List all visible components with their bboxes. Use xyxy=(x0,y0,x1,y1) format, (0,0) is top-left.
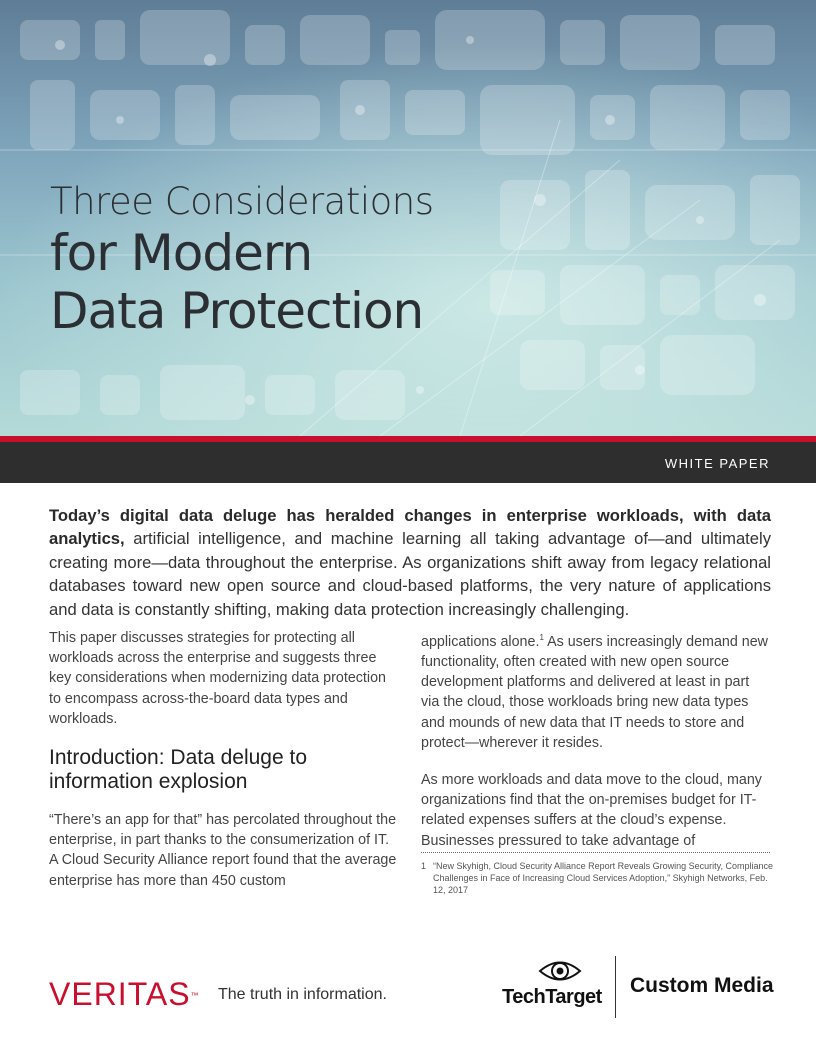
white-paper-label: WHITE PAPER xyxy=(664,456,770,471)
lead-text: artificial intelligence, and machine learning all taking advantage of—and ultimately creating more—data throughout the enterprise. As organizations shift away from legacy relational databases toward new open source and cloud-based platforms, the very nature of applications and data is constantly shifting, making data protection increasingly challenging. xyxy=(49,529,771,619)
applications-paragraph: applications alone.$^1$ As users increasingly demand new functionality, often created with new open source development platforms and delivered at least in part via the cloud, those workloads bring new data types and mounds of new data that IT needs to store and protect—wherever it resides. xyxy=(421,633,768,751)
techtarget-logo xyxy=(500,956,604,1018)
footnote-number: 1 xyxy=(421,861,427,871)
title-line-2: for Modern xyxy=(50,224,313,282)
document-title xyxy=(50,180,434,340)
footnote xyxy=(421,860,776,896)
custom-media-label: Custom Media xyxy=(630,974,774,997)
cloud-paragraph: As more workloads and data move to the cloud, many organizations find that the on-premises budget for IT-related expenses suffers at the cloud’s expense. Businesses pressured to take advantage of xyxy=(421,771,762,849)
hero-banner xyxy=(0,0,816,436)
veritas-tagline: The truth in information. xyxy=(218,986,387,1003)
footnote-text: “New Skyhigh, Cloud Security Alliance Report Reveals Growing Security, Compliance Challenges in Face of Increasing Cloud Services Adoption,” Skyhigh Networks, Feb. 12, 2017 xyxy=(433,861,773,895)
footnote-reference[interactable]: 1 xyxy=(539,633,544,642)
title-line-3: Data Protection xyxy=(50,282,424,340)
veritas-logo: VERITAS™ xyxy=(49,976,200,1012)
right-column xyxy=(421,628,771,868)
overview-paragraph: This paper discusses strategies for protecting all workloads across the enterprise and suggests three key considerations when modernizing data protection to encompass across-the-board data types and workloads. xyxy=(49,630,386,727)
lead-paragraph xyxy=(49,504,771,621)
footnote-divider xyxy=(421,852,770,853)
title-line-1: Three Considerations xyxy=(50,180,434,223)
techtarget-wordmark: TechTarget xyxy=(502,986,602,1008)
intro-paragraph: “There’s an app for that” has percolated throughout the enterprise, in part thanks to the consumerization of IT. A Cloud Security Alliance report found that the average enterprise has more than 450 custom xyxy=(49,812,397,889)
section-heading: Introduction: Data deluge to information explosion xyxy=(49,746,308,794)
white-paper-banner xyxy=(0,442,816,483)
left-column xyxy=(49,628,399,908)
eye-icon xyxy=(538,956,582,986)
lead-bold-text: Today’s digital data deluge has heralded changes in enterprise workloads, with data analytics, xyxy=(49,506,771,549)
logo-divider xyxy=(615,956,616,1018)
